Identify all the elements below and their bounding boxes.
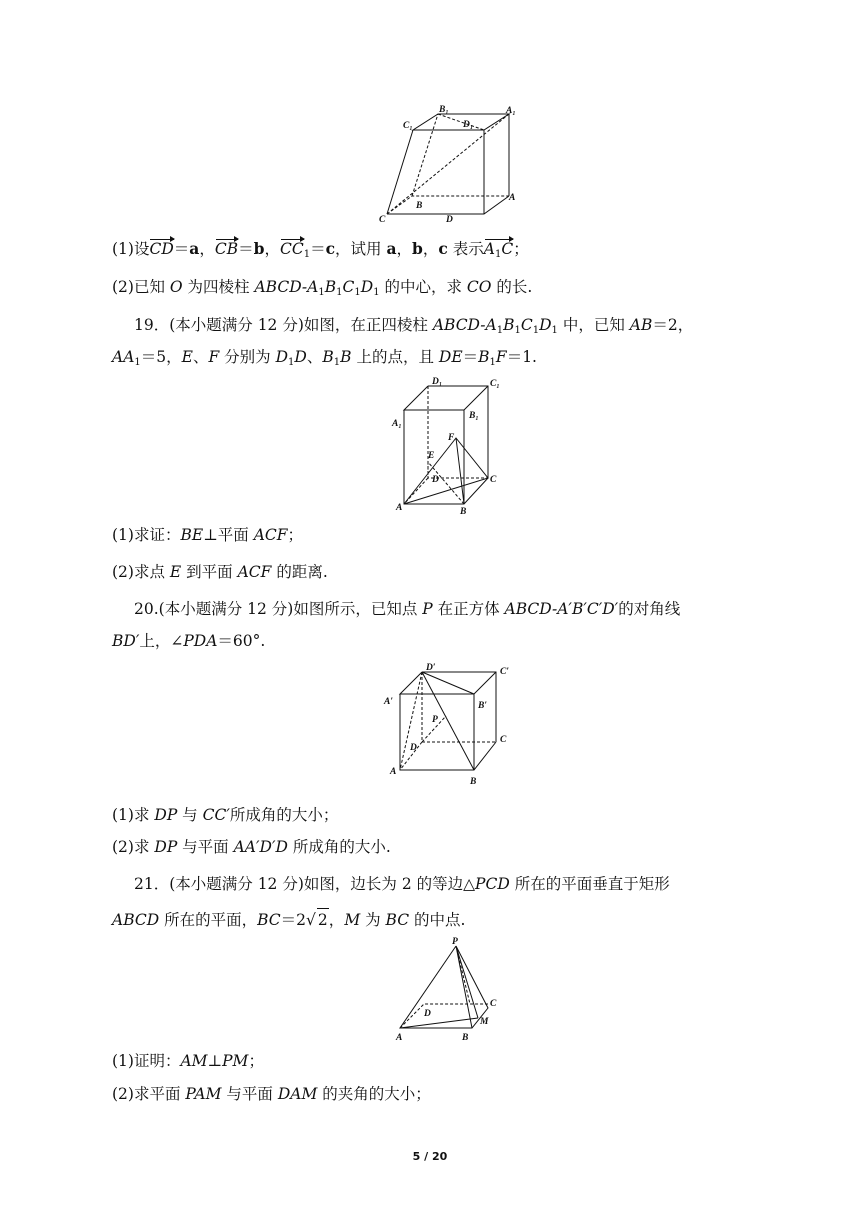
label-F: F [448,433,455,443]
label-C: C [490,999,497,1009]
label-D: D [446,215,453,225]
label-D: D [410,743,417,753]
label-C1: C₁ [403,121,413,131]
label-Cp: C′ [500,667,510,677]
q19-part1: (1)求证：BE⊥平面 ACF； [112,526,304,544]
page-number: 5 / 20 [412,1150,448,1163]
q20-stem-line1: 20.(本小题满分 12 分)如图所示，已知点 P 在正方体 ABCD-A′B′C′D′的对角线 [134,600,681,618]
figure-pyramid [390,934,510,1044]
label-B: B [470,777,477,787]
q21-part2: (2)求平面 PAM 与平面 DAM 的夹角的大小； [112,1085,431,1103]
q20-part1: (1)求 DP 与 CC′所成角的大小； [112,806,339,824]
label-E: E [428,451,435,461]
figure-square-prism [390,374,510,514]
figure-cube [380,658,520,788]
label-A: A [396,503,403,513]
label-D: D [432,475,439,485]
label-Bp: B′ [478,701,488,711]
label-P: P [452,937,458,947]
figure-parallelepiped [375,100,535,225]
label-B: B [460,507,467,514]
label-A1: A₁ [506,106,516,116]
label-D1: D₁ [463,120,474,130]
label-C: C [500,735,507,745]
label-C: C [490,475,497,485]
label-Dp: D′ [426,663,436,673]
q19-stem-line1: 19．(本小题满分 12 分)如图，在正四棱柱 ABCD-$A_1B_1C_1D_1$ 中，已知 AB＝2， [134,316,694,336]
q19-part2: (2)求点 E 到平面 ACF 的距离. [112,563,328,581]
label-D1: D₁ [432,377,443,387]
label-B: B [416,201,423,211]
q20-stem-line2: BD′上，∠PDA＝60°. [112,632,266,650]
q19-stem-line2: $AA_1=5$，E、F 分别为 $D_1D$、$B_1B$ 上的点，且 $DE=B_1F=1$. [112,348,537,368]
q20-part2: (2)求 DP 与平面 AA′D′D 所成角的大小. [112,838,391,856]
label-A: A [390,767,397,777]
q21-stem-line2: ABCD 所在的平面，BC＝2√ 2，M 为 BC 的中点. [112,908,465,931]
label-A: A [396,1033,403,1043]
label-B1: B₁ [469,411,479,421]
label-B1: B₁ [439,105,449,115]
label-M: M [480,1017,489,1027]
q21-stem-line1: 21．(本小题满分 12 分)如图，边长为 2 的等边△PCD 所在的平面垂直于矩形 [134,875,670,893]
q21-part1: (1)证明：AM⊥PM； [112,1052,264,1070]
label-C: C [379,215,386,225]
label-C1: C₁ [490,379,500,389]
q18-part2: (2)已知 O 为四棱柱 ABCD-$A_1B_1C_1D_1$ 的中心，求 CO 的长. [112,278,533,298]
label-Ap: A′ [384,697,394,707]
label-A1: A₁ [392,419,402,429]
label-B: B [462,1033,469,1043]
q18-part1: (1)设CD＝a，CB＝b，$CC_1=c$，试用 a，b，c 表示$A_1C$； [112,238,529,266]
label-P: P [432,715,438,725]
label-A: A [509,193,516,203]
label-D: D [424,1009,431,1019]
